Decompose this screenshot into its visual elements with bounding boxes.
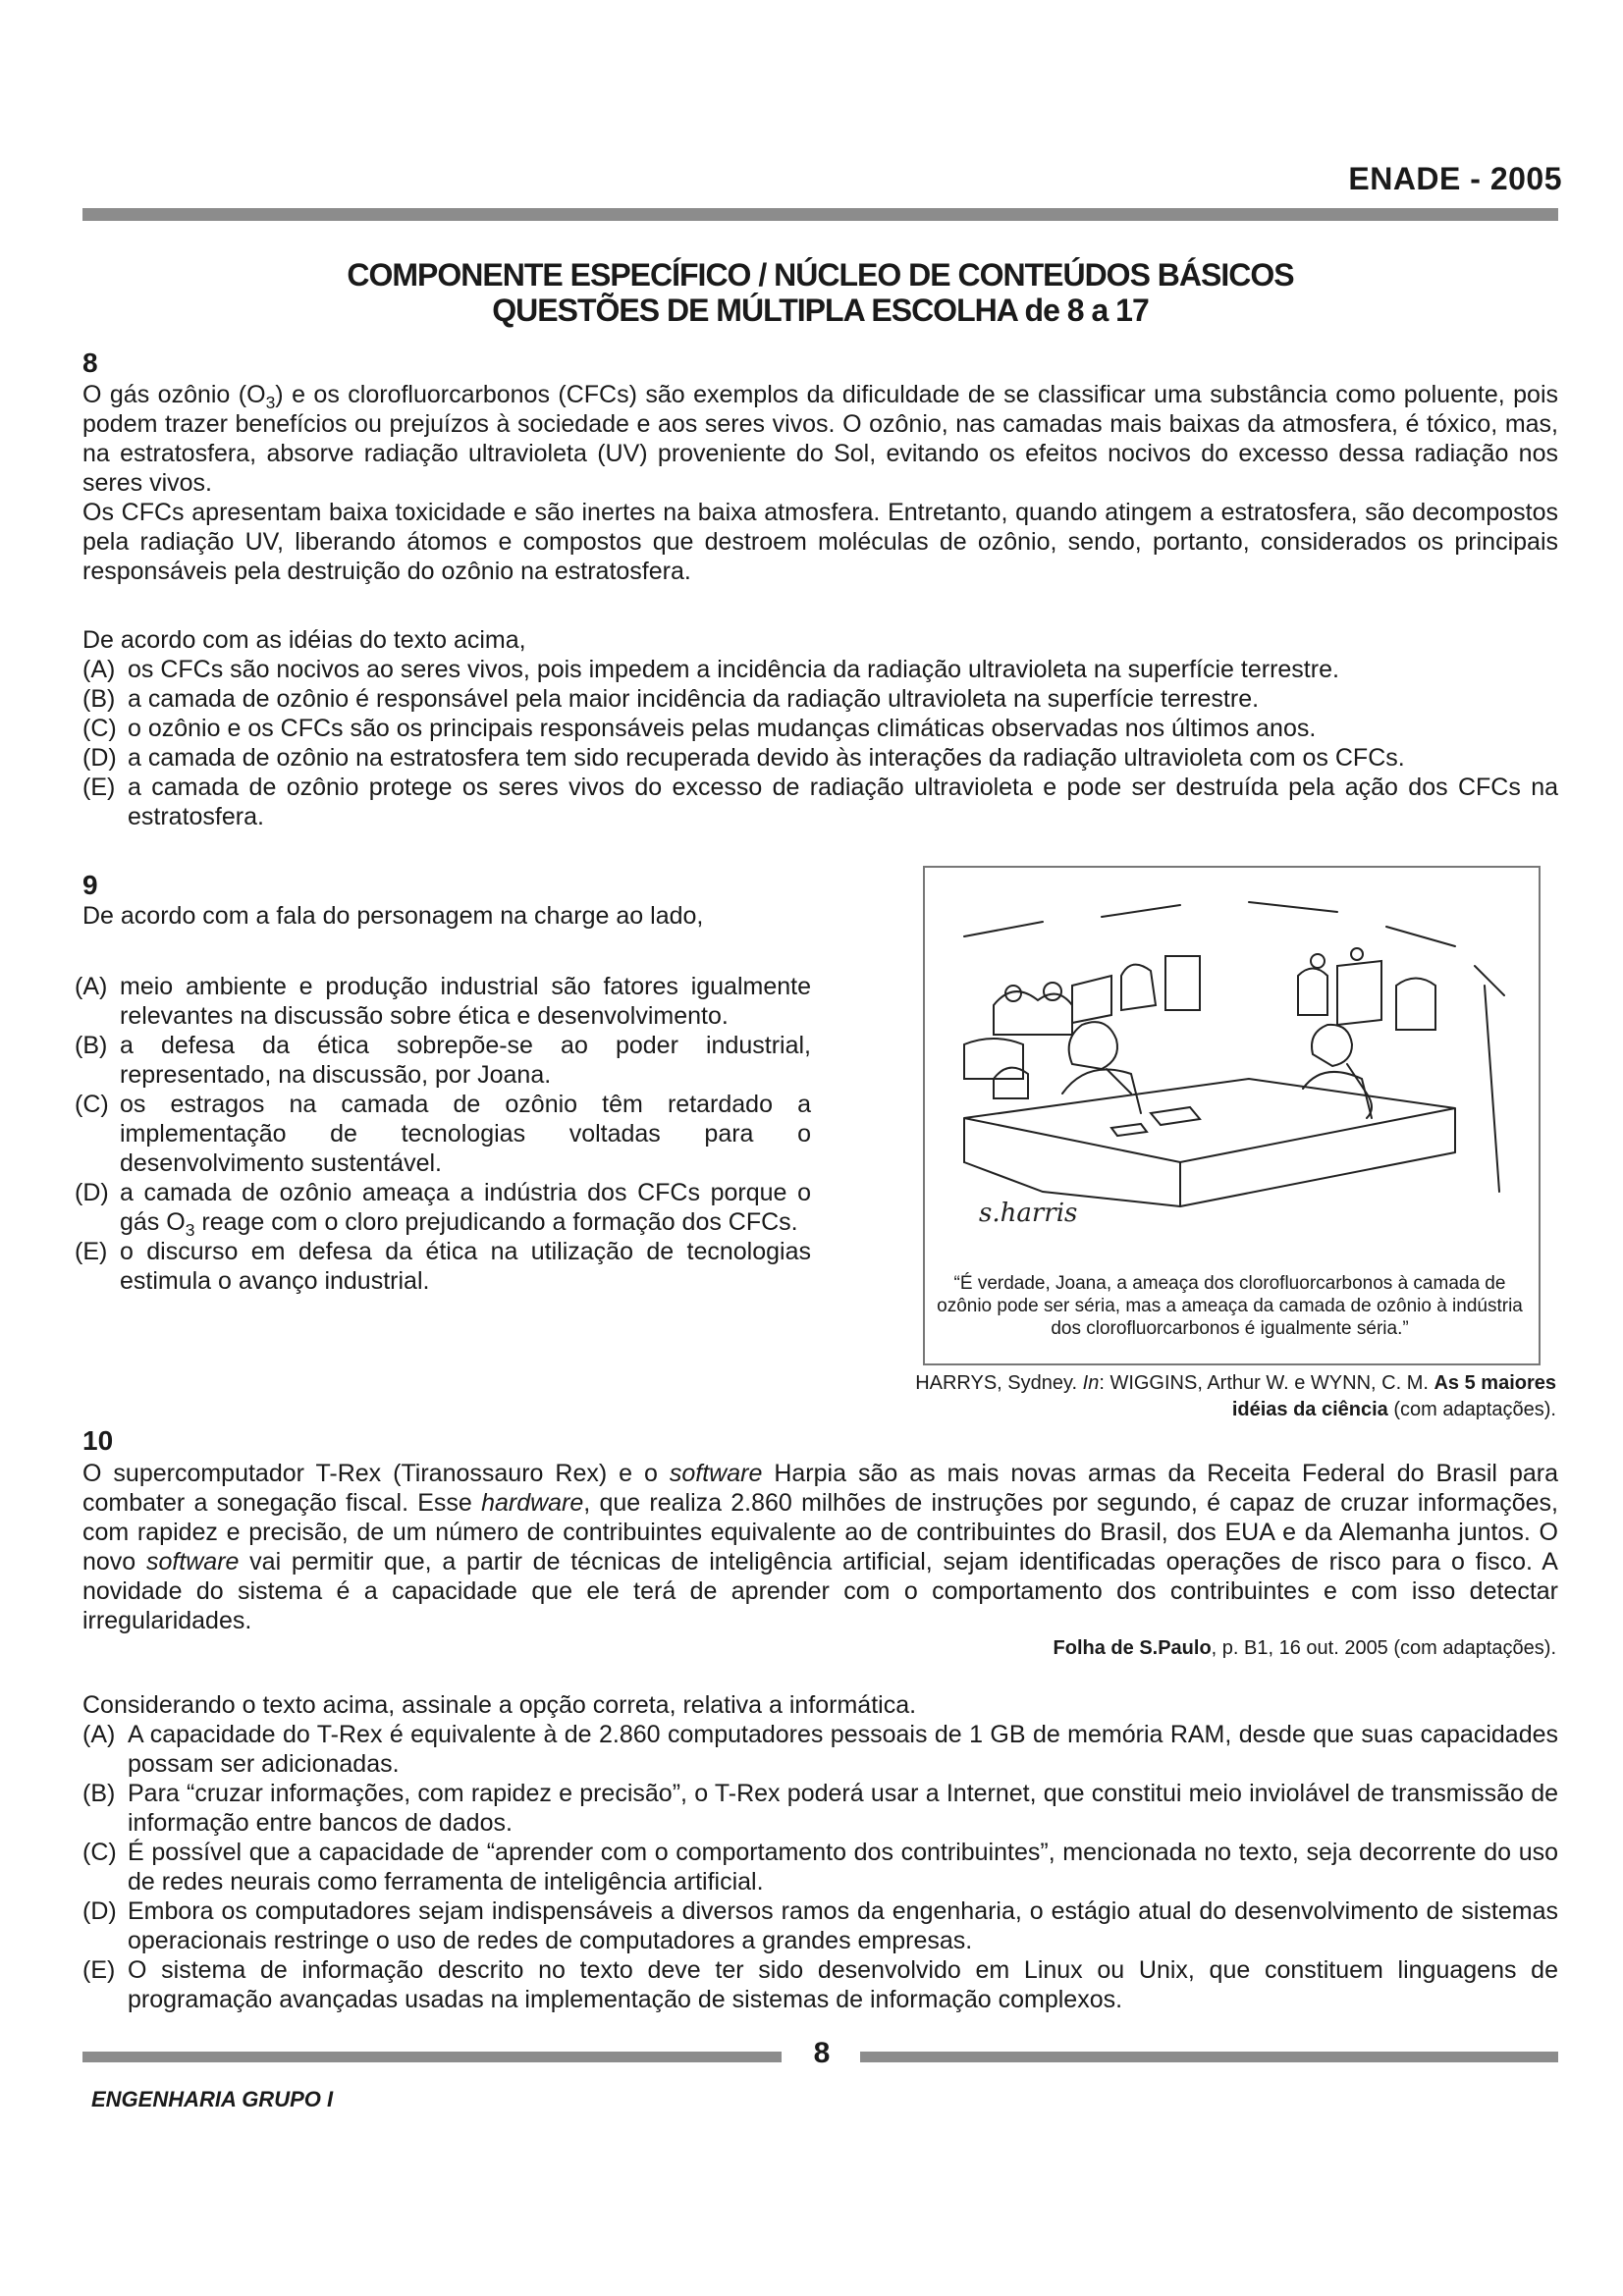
question-8-options xyxy=(82,655,1558,831)
question-10-source: Folha de S.Paulo, p. B1, 16 out. 2005 (com adaptações). xyxy=(1053,1637,1556,1659)
question-8-option-c[interactable]: (C) o ozônio e os CFCs são os principais responsáveis pelas mudanças climáticas observadas nos últimos anos. xyxy=(82,715,1317,742)
question-9-option-e[interactable]: (E) o discurso em defesa da ética na utilização de tecnologias estimula o avanço industrial. xyxy=(75,1238,811,1295)
question-10-options xyxy=(82,1720,1558,2014)
section-title-line1: COMPONENTE ESPECÍFICO / NÚCLEO DE CONTEÚDOS BÁSICOS xyxy=(347,257,1294,293)
cartoon-caption: “É verdade, Joana, a ameaça dos clorofluorcarbonos à camada de ozônio pode ser séria, mas a ameaça da camada de ozônio à indústria dos clorofluorcarbonos é igualmente séria.” xyxy=(937,1273,1523,1339)
question-8-paragraph-2: Os CFCs apresentam baixa toxicidade e são inertes na baixa atmosfera. Entretanto, quando atingem a estratosfera, são decompostos pela radiação UV, liberando átomos e compostos que destroem moléculas de ozônio, sendo, portanto, considerados os principais responsáveis pela destruição do ozônio na estratosfera. xyxy=(82,499,1558,585)
question-8-prompt: De acordo com as idéias do texto acima, xyxy=(82,626,526,654)
question-8-option-a[interactable]: (A) os CFCs são nocivos ao seres vivos, pois impedem a incidência da radiação ultravioleta na superfície terrestre. xyxy=(82,656,1339,683)
question-9-option-c[interactable]: (C) os estragos na camada de ozônio têm retardado a implementação de tecnologias voltadas para o desenvolvimento sustentável. xyxy=(75,1091,811,1177)
question-10-option-a[interactable]: (A) A capacidade do T-Rex é equivalente à de 2.860 computadores pessoais de 1 GB de memória RAM, desde que suas capacidades possam ser adicionadas. xyxy=(82,1721,1558,1778)
question-8-option-b[interactable]: (B) a camada de ozônio é responsável pela maior incidência da radiação ultravioleta na superfície terrestre. xyxy=(82,685,1260,713)
question-9-option-b[interactable]: (B) a defesa da ética sobrepõe-se ao poder industrial, representado, na discussão, por Joana. xyxy=(75,1032,811,1089)
question-10-option-e[interactable]: (E) O sistema de informação descrito no texto deve ter sido desenvolvido em Linux ou Unix, que constituem linguagens de programação avançadas usadas na implementação de sistemas de informação complexos. xyxy=(82,1956,1558,2013)
question-10-passage: O supercomputador T-Rex (Tiranossauro Rex) e o software Harpia são as mais novas armas da Receita Federal do Brasil para combater a sonegação fiscal. Esse hardware, que realiza 2.860 milhões de instruções por segundo, é capaz de cruzar informações, com rapidez e precisão, de um número de contribuintes equivalente ao de contribuintes do Brasil, dos EUA e da Alemanha juntos. O novo software vai permitir que, a partir de técnicas de inteligência artificial, sejam identificadas operações de risco para o fisco. A novidade do sistema é a capacidade que ele terá de aprender com o comportamento dos contribuintes e com isso detectar irregularidades. xyxy=(82,1460,1558,1634)
question-9-prompt: De acordo com a fala do personagem na charge ao lado, xyxy=(82,902,704,930)
header-rule xyxy=(82,208,1558,221)
question-9-option-d[interactable]: (D) a camada de ozônio ameaça a indústria dos CFCs porque o gás $O_3$ reage com o cloro prejudicando a formação dos CFCs. xyxy=(75,1179,811,1241)
question-10-prompt: Considerando o texto acima, assinale a opção correta, relativa a informática. xyxy=(82,1691,917,1719)
exam-area-label: ENGENHARIA GRUPO I xyxy=(91,2087,334,2111)
question-10-option-b[interactable]: (B) Para “cruzar informações, com rapidez e precisão”, o T-Rex poderá usar a Internet, que constitui meio inviolável de transmissão de informação entre bancos de dados. xyxy=(82,1780,1558,1837)
question-8-option-d[interactable]: (D) a camada de ozônio na estratosfera tem sido recuperada devido às interações da radiação ultravioleta com os CFCs. xyxy=(82,744,1405,772)
question-10-option-c[interactable]: (C) É possível que a capacidade de “aprender com o comportamento dos contribuintes”, mencionada no texto, seja decorrente do uso de redes neurais como ferramenta de inteligência artificial. xyxy=(82,1839,1558,1896)
question-9-number: 9 xyxy=(82,870,98,900)
section-title-line2: QUESTÕES DE MÚLTIPLA ESCOLHA de 8 a 17 xyxy=(492,293,1149,328)
question-8-option-e[interactable]: (E) a camada de ozônio protege os seres vivos do excesso de radiação ultravioleta e pode ser destruída pela ação dos CFCs na estratosfera. xyxy=(82,774,1558,830)
question-8-passage xyxy=(82,380,1558,586)
footer-rule-left xyxy=(82,2052,782,2062)
question-10-option-d[interactable]: (D) Embora os computadores sejam indispensáveis a diversos ramos da engenharia, o estágio atual do desenvolvimento de sistemas operacionais restringe o uso de redes de computadores a grandes empresas. xyxy=(82,1897,1558,1954)
question-9-options xyxy=(75,972,811,1296)
exam-title: ENADE - 2005 xyxy=(1348,161,1562,196)
section-title xyxy=(82,257,1558,328)
question-10-number: 10 xyxy=(82,1425,114,1456)
footer-rule-right xyxy=(860,2052,1558,2062)
cartoon-credit: HARRYS, Sydney. In: WIGGINS, Arthur W. e WYNN, C. M. As 5 maiores idéias da ciência (com adaptações). xyxy=(915,1372,1556,1420)
question-9-option-a[interactable]: (A) meio ambiente e produção industrial são fatores igualmente relevantes na discussão sobre ética e desenvolvimento. xyxy=(75,973,811,1030)
question-8-paragraph-1: O gás ozônio $(O_3)$ e os clorofluorcarbonos (CFCs) são exemplos da dificuldade de se classificar uma substância como poluente, pois podem trazer benefícios ou prejuízos à sociedade e aos seres vivos. O ozônio, nas camadas mais baixas da atmosfera, é tóxico, mas, na estratosfera, absorve radiação ultravioleta (UV) proveniente do Sol, evitando os efeitos nocivos do excesso dessa radiação nos seres vivos. xyxy=(82,381,1558,497)
cartoon-signature: s.harris xyxy=(979,1199,1078,1228)
question-8-number: 8 xyxy=(82,347,98,378)
page-number: 8 xyxy=(813,2037,831,2069)
